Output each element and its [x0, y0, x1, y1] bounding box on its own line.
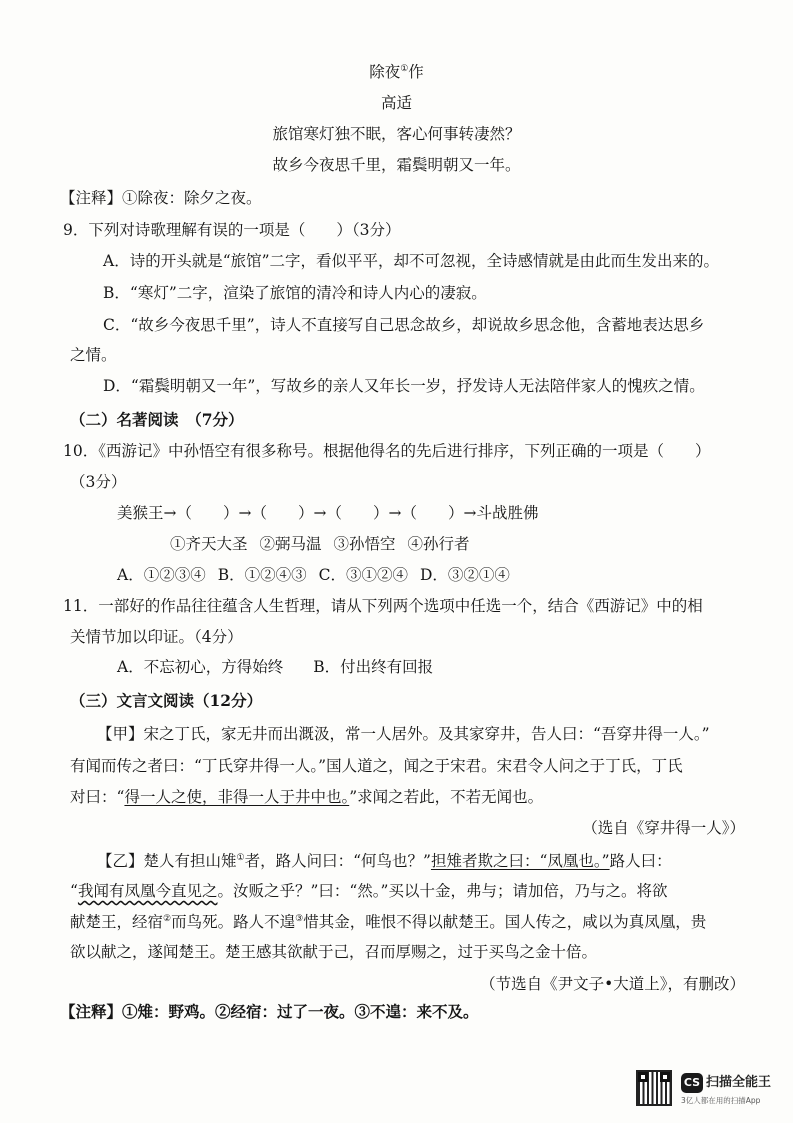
q10-option-c: C．③①②④	[318, 566, 408, 584]
section-2-heading: （二）名著阅读 （7分）	[70, 410, 244, 429]
yi-line-1-c: 路人曰：	[609, 852, 672, 870]
q9-option-a: A．诗的开头就是“旅馆”二字，看似平平，却不可忽视，全诗感情就是由此而生发出来的。	[103, 252, 720, 270]
yi-line-2-a: “	[70, 882, 78, 900]
jia-line-2: 有闻而传之者曰：“丁氏穿井得一人。”国人道之，闻之于宋君。宋君令人问之于丁氏，丁氏	[70, 757, 683, 775]
jia-line-3	[70, 787, 543, 807]
q11-option-a: A．不忘初心，方得始终	[117, 658, 284, 676]
yi-line-3-c: 惜其金，唯恨不得以献楚王。国人传之，咸以为真凤凰，贵	[303, 913, 707, 931]
section-3-heading: （三）文言文阅读（12分）	[70, 691, 263, 710]
q10-option-b: B．①②④③	[217, 566, 307, 584]
camscanner-name: 扫描全能王	[706, 1075, 772, 1090]
jia-line-3-suffix: ”求闻之若此，不若无闻也。	[349, 788, 544, 806]
yi-underlined-sentence: 担雉者欺之曰：“凤凰也。”	[430, 852, 610, 870]
q9-option-c: C．“故乡今夜思千里”，诗人不直接写自己思念故乡，却说故乡思念他，含蓄地表达思乡	[103, 316, 705, 334]
qr-code-icon	[636, 1070, 672, 1106]
poem-title	[0, 62, 793, 82]
q11-options	[117, 657, 433, 677]
passage-notes: 【注释】①雉：野鸡。②经宿：过了一夜。③不遑：来不及。	[60, 1002, 479, 1021]
q11-stem: 11．一部好的作品往往蕴含人生哲理，请从下列两个选项中任选一个，结合《西游记》中的相	[63, 597, 703, 615]
q10-sequence: 美猴王→（ ）→（ ）→（ ）→（ ）→斗战胜佛	[117, 504, 539, 522]
poem-note: 【注释】①除夜：除夕之夜。	[60, 189, 262, 207]
yi-source: （节选自《尹文子•大道上》，有删改）	[480, 975, 745, 993]
q10-name: ③孙悟空	[333, 535, 396, 553]
q10-stem: 10．《西游记》中孙悟空有很多称号。根据他得名的先后进行排序，下列正确的一项是（ ）	[63, 442, 711, 460]
q9-option-c-cont: 之情。	[70, 346, 117, 364]
q10-options	[117, 565, 510, 585]
poem-author: 高适	[380, 94, 412, 112]
yi-line-3-a: 献楚王，经宿	[70, 913, 164, 931]
poem-line-2: 故乡今夜思千里，霜鬓明朝又一年。	[272, 156, 521, 174]
yi-note-2: ②	[163, 913, 172, 924]
jia-line-1: 【甲】宋之丁氏，家无井而出溉汲，常一人居外。及其家穿井，告人曰：“吾穿井得一人。”	[97, 725, 710, 743]
q10-name: ①齐天大圣	[170, 535, 248, 553]
poem-line-1: 旅馆寒灯独不眠，客心何事转凄然？	[272, 125, 521, 143]
q10-name: ②弼马温	[259, 535, 322, 553]
q11-option-b: B．付出终有回报	[313, 658, 434, 676]
poem-title-text: 除夜	[369, 63, 401, 81]
yi-note-3: ③	[295, 913, 304, 924]
jia-line-3-prefix: 对曰：“	[70, 788, 125, 806]
q10-names	[170, 534, 470, 554]
q9-option-d: D．“霜鬓明朝又一年”，写故乡的亲人又年长一岁，抒发诗人无法陪伴家人的愧疚之情。	[103, 377, 705, 395]
camscanner-tagline: 3亿人都在用的扫描App	[681, 1096, 761, 1105]
camscanner-logo: CS	[681, 1073, 703, 1093]
yi-note-1: ①	[236, 852, 245, 863]
q10-option-d: D．③②①④	[419, 566, 510, 584]
poem-title-suffix: 作	[408, 63, 424, 81]
yi-line-2-b: 。汝贩之乎？”曰：“然。”买以十金，弗与；请加倍，乃与之。将欲	[217, 882, 668, 900]
yi-line-3-b: 而鸟死。路人不遑	[171, 913, 296, 931]
q9-option-b: B．“寒灯”二字，渲染了旅馆的清冷和诗人内心的凄寂。	[103, 284, 487, 302]
yi-line-3	[70, 912, 706, 932]
yi-line-1-a: 【乙】楚人有担山雉	[97, 852, 237, 870]
jia-underlined-sentence: 得一人之使，非得一人于井中也。	[124, 788, 350, 806]
q10-name: ④孙行者	[407, 535, 470, 553]
poem-title-note: ①	[400, 63, 409, 74]
yi-line-1	[97, 851, 672, 871]
yi-line-1-b: 者，路人问曰：“何鸟也？”	[244, 852, 431, 870]
yi-line-2	[70, 881, 667, 901]
q11-stem-cont: 关情节加以印证。（4分）	[70, 628, 243, 646]
q10-stem-cont: （3分）	[70, 473, 127, 491]
q9-stem: 9．下列对诗歌理解有误的一项是（ ）（3分）	[63, 221, 401, 239]
q10-option-a: A．①②③④	[117, 566, 206, 584]
yi-line-4: 欲以献之，遂闻楚王。楚王感其欲献于己，召而厚赐之，过于买鸟之金十倍。	[70, 943, 598, 961]
yi-wavy-sentence: 我闻有凤凰今直见之	[77, 882, 218, 900]
jia-source: （选自《穿井得一人》）	[582, 819, 745, 837]
